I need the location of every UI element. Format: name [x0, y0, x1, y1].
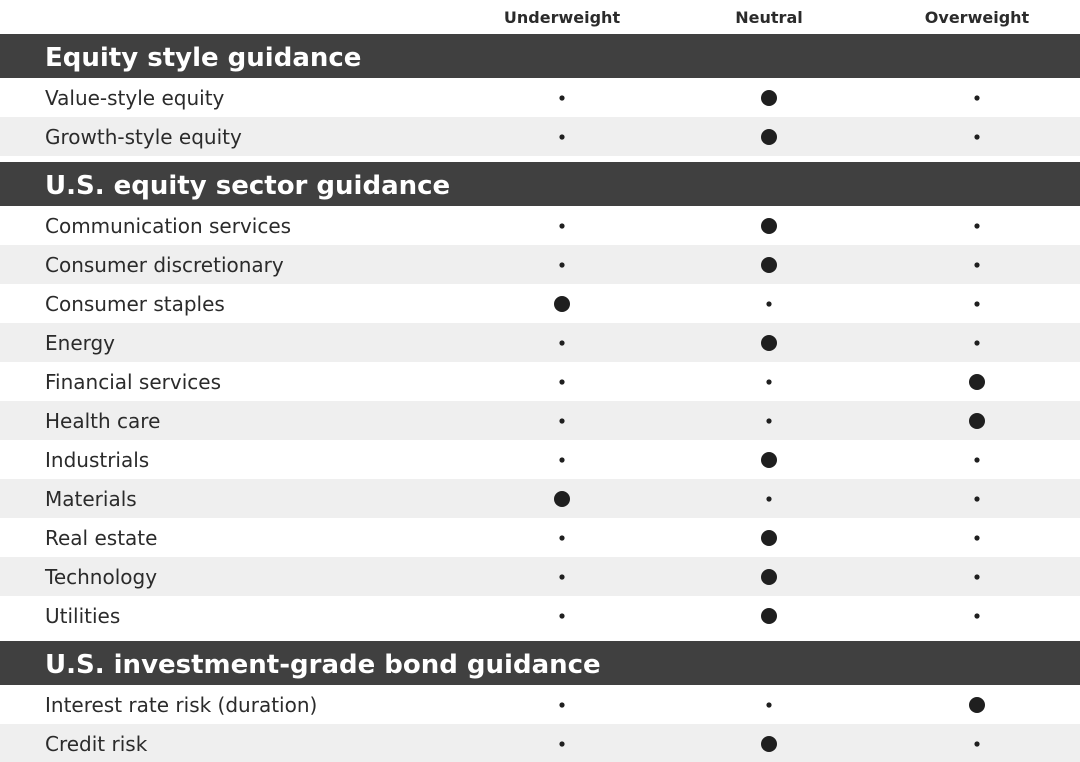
rating-dot-selected-value-style-equity-neutral — [761, 90, 777, 106]
rating-dot-credit-risk-underweight — [559, 741, 564, 746]
rating-dot-technology-overweight — [974, 574, 979, 579]
row-label-real-estate: Real estate — [45, 526, 158, 550]
rating-dot-energy-underweight — [559, 340, 564, 345]
rating-dot-selected-real-estate-neutral — [761, 530, 777, 546]
rating-dot-financial-services-neutral — [766, 379, 771, 384]
section-title-equity-style-guidance: Equity style guidance — [45, 43, 362, 73]
rating-dot-materials-neutral — [766, 496, 771, 501]
rating-dot-growth-style-equity-underweight — [559, 134, 564, 139]
rating-dot-selected-health-care-overweight — [969, 413, 985, 429]
section-title-u-s-investment-grade-bond-guidance: U.S. investment-grade bond guidance — [45, 650, 601, 680]
rating-dot-utilities-overweight — [974, 613, 979, 618]
row-label-credit-risk: Credit risk — [45, 732, 148, 756]
row-label-value-style-equity: Value-style equity — [45, 86, 225, 110]
row-band-real-estate — [0, 518, 1080, 557]
rating-dot-interest-rate-risk-duration-underweight — [559, 702, 564, 707]
rating-dot-consumer-staples-neutral — [766, 301, 771, 306]
rating-dot-industrials-overweight — [974, 457, 979, 462]
row-band-health-care — [0, 401, 1080, 440]
row-label-energy: Energy — [45, 331, 116, 355]
row-label-utilities: Utilities — [45, 604, 121, 628]
rating-dot-utilities-underweight — [559, 613, 564, 618]
rating-dot-selected-communication-services-neutral — [761, 218, 777, 234]
rating-dot-health-care-underweight — [559, 418, 564, 423]
rating-dot-industrials-underweight — [559, 457, 564, 462]
rating-dot-financial-services-underweight — [559, 379, 564, 384]
rating-dot-selected-industrials-neutral — [761, 452, 777, 468]
row-label-materials: Materials — [45, 487, 137, 511]
row-band-credit-risk — [0, 724, 1080, 762]
rating-dot-materials-overweight — [974, 496, 979, 501]
section-title-u-s-equity-sector-guidance: U.S. equity sector guidance — [45, 171, 451, 201]
column-headers — [504, 8, 1030, 27]
row-band-energy — [0, 323, 1080, 362]
column-header-underweight: Underweight — [503, 8, 621, 27]
row-label-financial-services: Financial services — [45, 370, 221, 394]
rating-dot-selected-consumer-staples-underweight — [554, 296, 570, 312]
rating-dot-selected-consumer-discretionary-neutral — [761, 257, 777, 273]
rating-dot-value-style-equity-overweight — [974, 95, 979, 100]
row-label-technology: Technology — [45, 565, 158, 589]
rating-dot-energy-overweight — [974, 340, 979, 345]
rating-dot-credit-risk-overweight — [974, 741, 979, 746]
row-label-health-care: Health care — [45, 409, 161, 433]
column-header-neutral: Neutral — [735, 8, 803, 27]
rating-dot-communication-services-underweight — [559, 223, 564, 228]
column-header-overweight: Overweight — [924, 8, 1030, 27]
rating-dot-communication-services-overweight — [974, 223, 979, 228]
rating-dot-selected-energy-neutral — [761, 335, 777, 351]
rating-dot-value-style-equity-underweight — [559, 95, 564, 100]
rating-dot-growth-style-equity-overweight — [974, 134, 979, 139]
rating-dot-interest-rate-risk-duration-neutral — [766, 702, 771, 707]
row-label-communication-services: Communication services — [45, 214, 292, 238]
row-label-interest-rate-risk-duration: Interest rate risk (duration) — [45, 693, 318, 717]
rating-dot-health-care-neutral — [766, 418, 771, 423]
row-label-industrials: Industrials — [45, 448, 150, 472]
row-band-industrials — [0, 440, 1080, 479]
row-band-materials — [0, 479, 1080, 518]
rating-dot-selected-interest-rate-risk-duration-overweight — [969, 697, 985, 713]
rating-dot-selected-growth-style-equity-neutral — [761, 129, 777, 145]
row-band-utilities — [0, 596, 1080, 635]
rating-dot-selected-credit-risk-neutral — [761, 736, 777, 752]
rating-dot-consumer-discretionary-underweight — [559, 262, 564, 267]
rating-dot-real-estate-underweight — [559, 535, 564, 540]
rating-dot-technology-underweight — [559, 574, 564, 579]
row-label-consumer-staples: Consumer staples — [45, 292, 225, 316]
rating-dot-selected-technology-neutral — [761, 569, 777, 585]
row-band-technology — [0, 557, 1080, 596]
rating-dot-selected-materials-underweight — [554, 491, 570, 507]
rating-dot-selected-financial-services-overweight — [969, 374, 985, 390]
rating-dot-selected-utilities-neutral — [761, 608, 777, 624]
rating-dot-consumer-discretionary-overweight — [974, 262, 979, 267]
row-label-growth-style-equity: Growth-style equity — [45, 125, 242, 149]
rating-dot-real-estate-overweight — [974, 535, 979, 540]
rating-dot-consumer-staples-overweight — [974, 301, 979, 306]
row-label-consumer-discretionary: Consumer discretionary — [45, 253, 284, 277]
